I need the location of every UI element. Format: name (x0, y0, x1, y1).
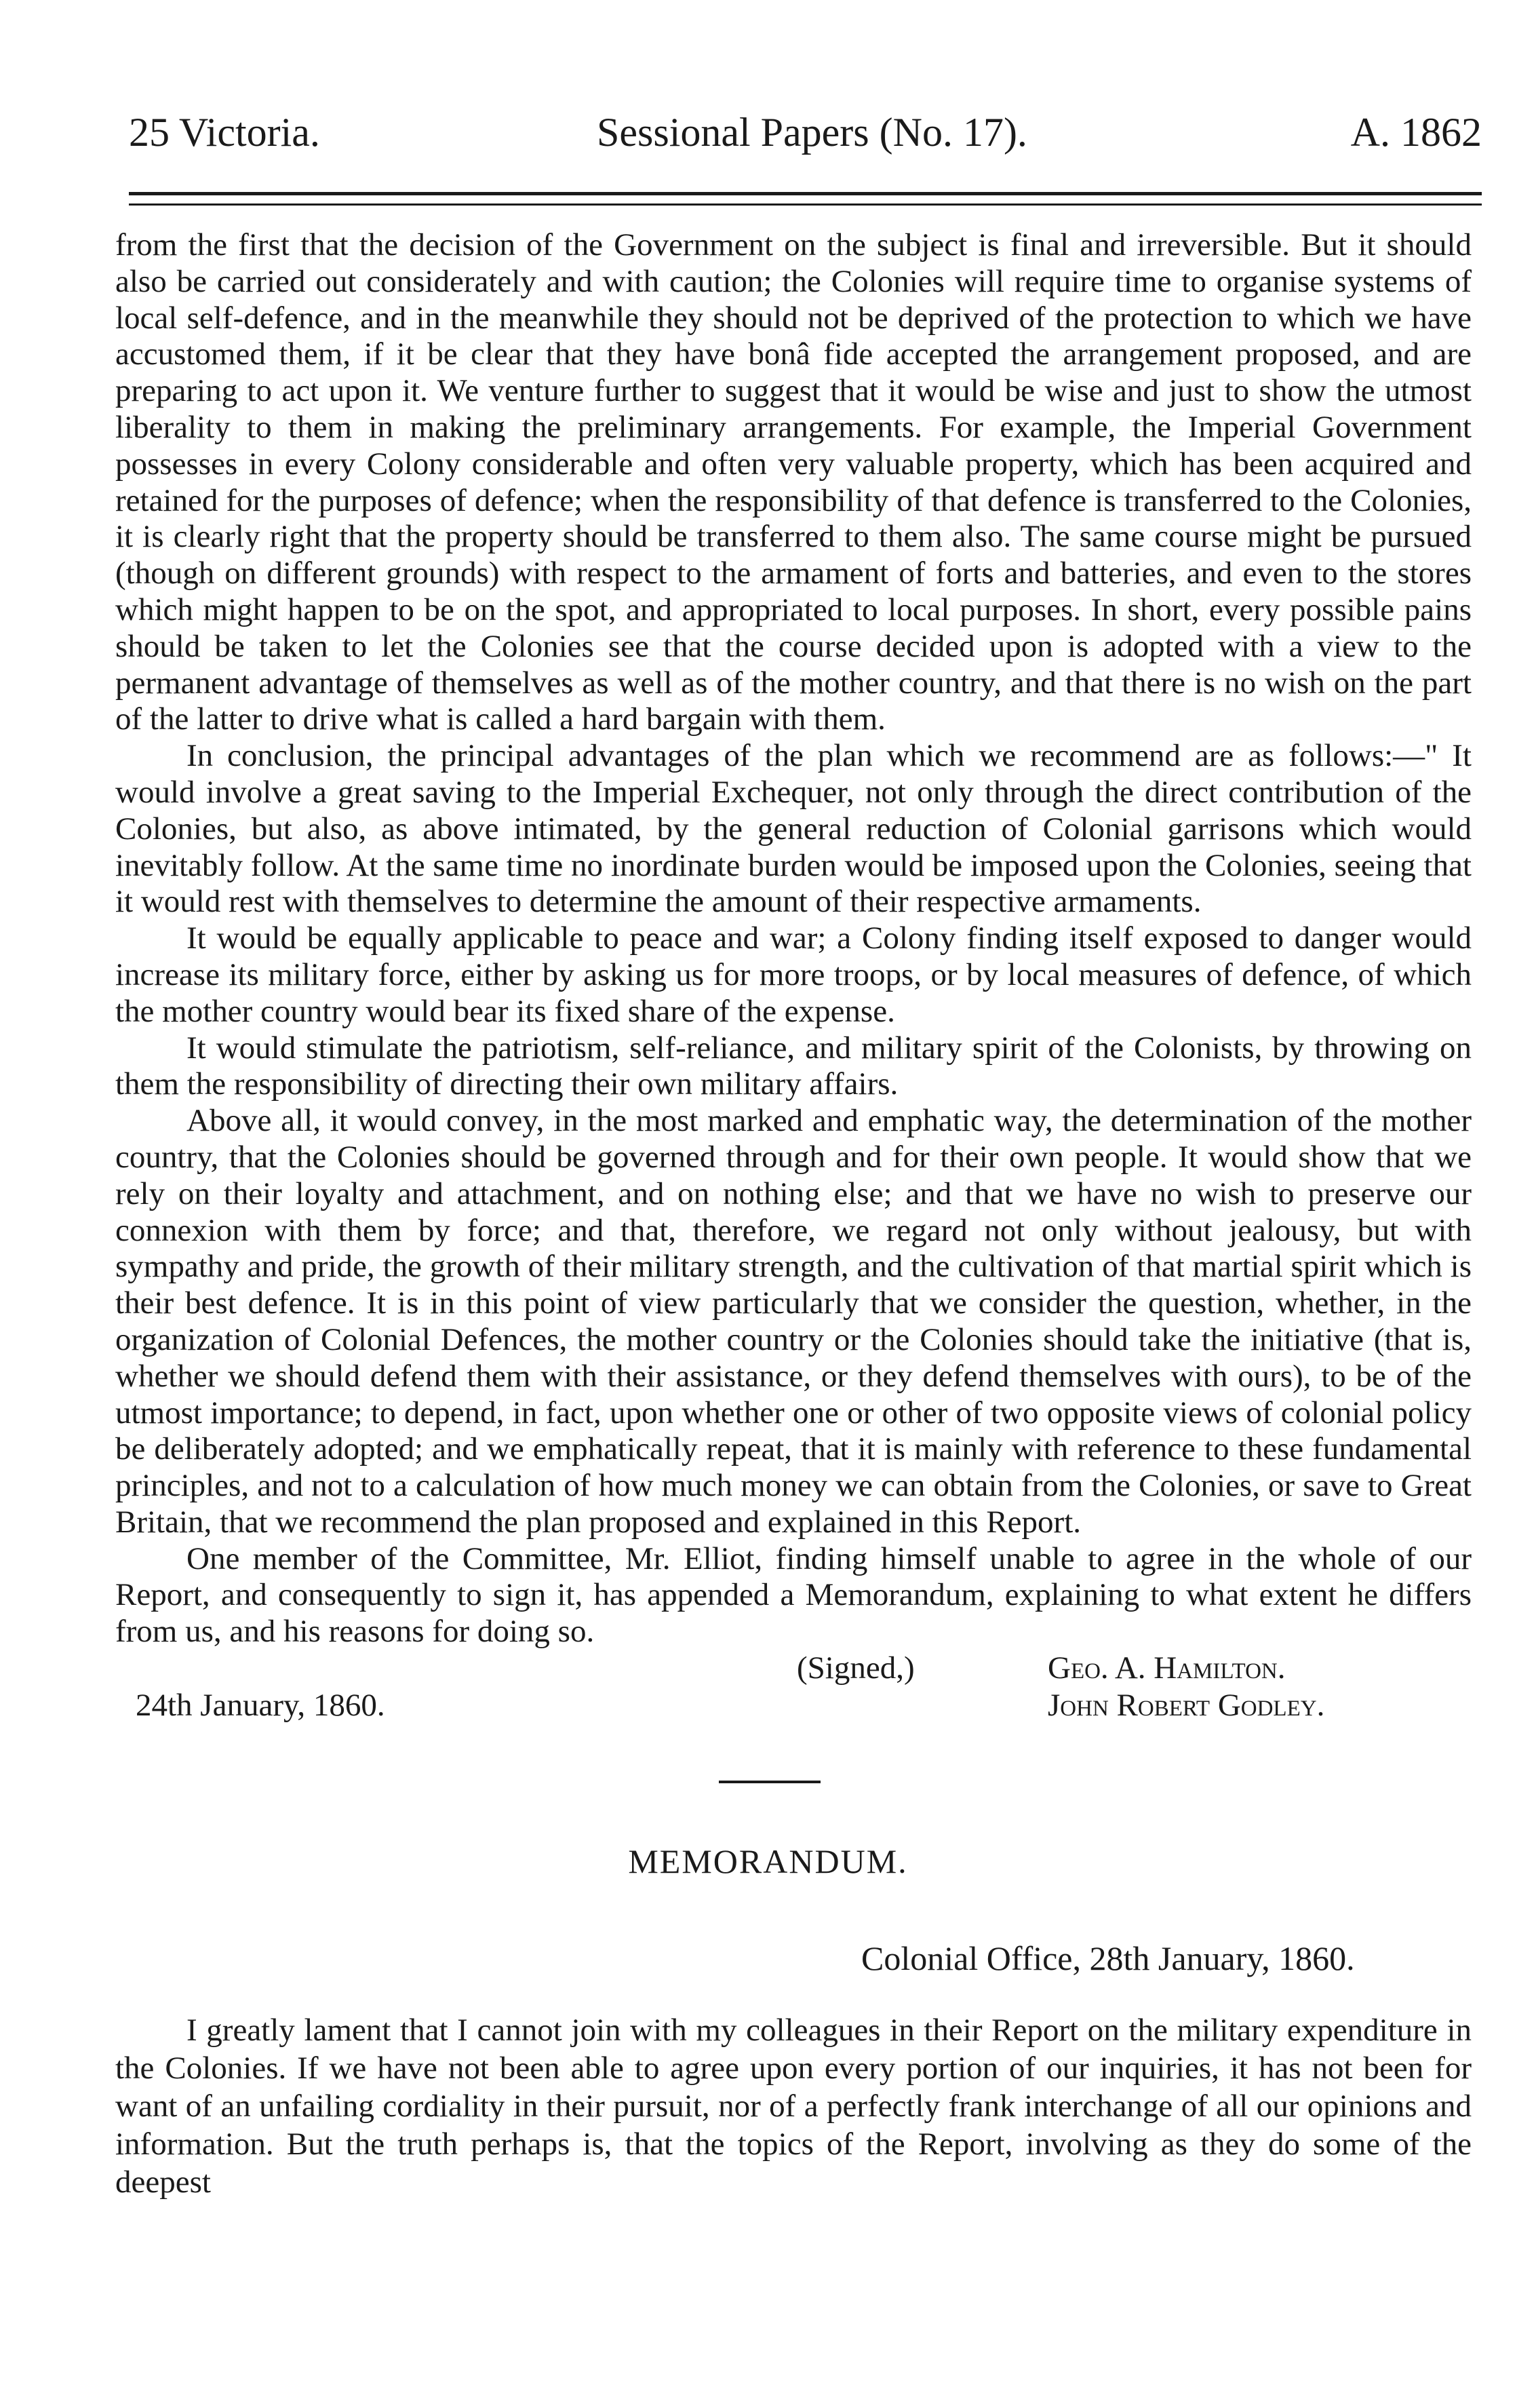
paragraph-peace-war: It would be equally applicable to peace and war; a Colony finding itself exposed to danger would increase its military force, either by asking us for more troops, or by local measures of defence, of which the mother country would bear its fixed share of the expense. (115, 920, 1472, 1029)
memorandum-title: MEMORANDUM. (628, 1842, 908, 1880)
signed-label: (Signed,) (797, 1650, 915, 1686)
header-session: 25 Victoria. (129, 110, 320, 155)
report-date: 24th January, 1860. (136, 1688, 385, 1724)
page-header (129, 102, 1482, 163)
paragraph-continued: from the first that the decision of the Government on the subject is final and irreversible. But it should also be carried out considerately and with caution; the Colonies will require time to organise systems of local self-defence, and in the meanwhile they should not be deprived of the protection to which we have accustomed them, if it be clear that they have bonâ fide accepted the arrangement proposed, and are preparing to act upon it. We venture further to suggest that it would be wise and just to show the utmost liberality to them in making the preliminary arrangements. For example, the Imperial Government possesses in every Colony considerable and often very valuable property, which has been acquired and retained for the purposes of defence; when the responsibility of that defence is transferred to the Colonies, it is clearly right that the property should be transferred to them also. The same course might be pursued (though on different grounds) with respect to the armament of forts and batteries, and even to the stores which might happen to be on the spot, and appropriated to local purposes. In short, every possible pains should be taken to let the Colonies see that the course decided upon is adopted with a view to the permanent advantage of themselves as well as of the mother country, and that there is no wish on the part of the latter to drive what is called a hard bargain with them. (115, 227, 1472, 737)
header-rule-top (129, 192, 1482, 195)
paragraph-above-all: Above all, it would convey, in the most marked and emphatic way, the determination of the mother country, that the Colonies should be governed through and for their own people. It would show that we rely on their loyalty and attachment, and on nothing else; and that we have no wish to preserve our connexion with them by force; and that, therefore, we regard not only without jealousy, but with sympathy and pride, the growth of their military strength, and the cultivation of that martial spirit which is their best defence. It is in this point of view particularly that we consider the question, whether, in the organization of Colonial Defences, the mother country or the Colonies should take the initiative (that is, whether we should defend them with their assistance, or they defend themselves with ours), to be of the utmost importance; to depend, in fact, upon whether one or other of two opposite views of colonial policy be deliberately adopted; and we emphatically repeat, that it is mainly with reference to these fundamental principles, and not to a calculation of how much money we can obtain from the Colonies, or save to Great Britain, that we recommend the plan proposed and explained in this Report. (115, 1103, 1472, 1540)
paragraph-patriotism: It would stimulate the patriotism, self-reliance, and military spirit of the Colonists, by throwing on them the responsibility of directing their own military affairs. (115, 1030, 1472, 1102)
header-year: A. 1862 (1350, 110, 1482, 155)
signatory-hamilton: Geo. A. Hamilton. (1048, 1650, 1286, 1686)
report-body (115, 227, 1472, 1725)
signatory-godley: John Robert Godley. (1048, 1688, 1325, 1724)
memorandum-body (115, 2011, 1472, 2201)
paragraph-committee-member: One member of the Committee, Mr. Elliot, finding himself unable to agree in the whole of our Report, and consequently to sign it, has appended a Memorandum, explaining to what extent he differs from us, and his reasons for doing so. (115, 1540, 1472, 1650)
paragraph-conclusion: In conclusion, the principal advantages of the plan which we recommend are as follows:—" It would involve a great saving to the Imperial Exchequer, not only through the direct contribution of the Colonies, but also, as above intimated, by the general reduction of Colonial garrisons which would inevitably follow. At the same time no inordinate burden would be imposed upon the Colonies, seeing that it would rest with themselves to determine the amount of their respective armaments. (115, 738, 1472, 920)
memorandum-paragraph: I greatly lament that I cannot join with my colleagues in their Report on the military expenditure in the Colonies. If we have not been able to agree upon every portion of our inquiries, it has not been for want of an unfailing cordiality in their pursuit, nor of a perfectly frank interchange of all our opinions and information. But the truth perhaps is, that the topics of the Report, involving as they do some of the deepest (115, 2013, 1472, 2200)
header-sessional-papers: Sessional Papers (No. 17). (597, 110, 1027, 155)
header-rule-bottom (129, 203, 1482, 206)
signature-block (115, 1650, 1472, 1725)
section-divider (719, 1781, 821, 1783)
memorandum-dateline: Colonial Office, 28th January, 1860. (861, 1939, 1355, 1977)
